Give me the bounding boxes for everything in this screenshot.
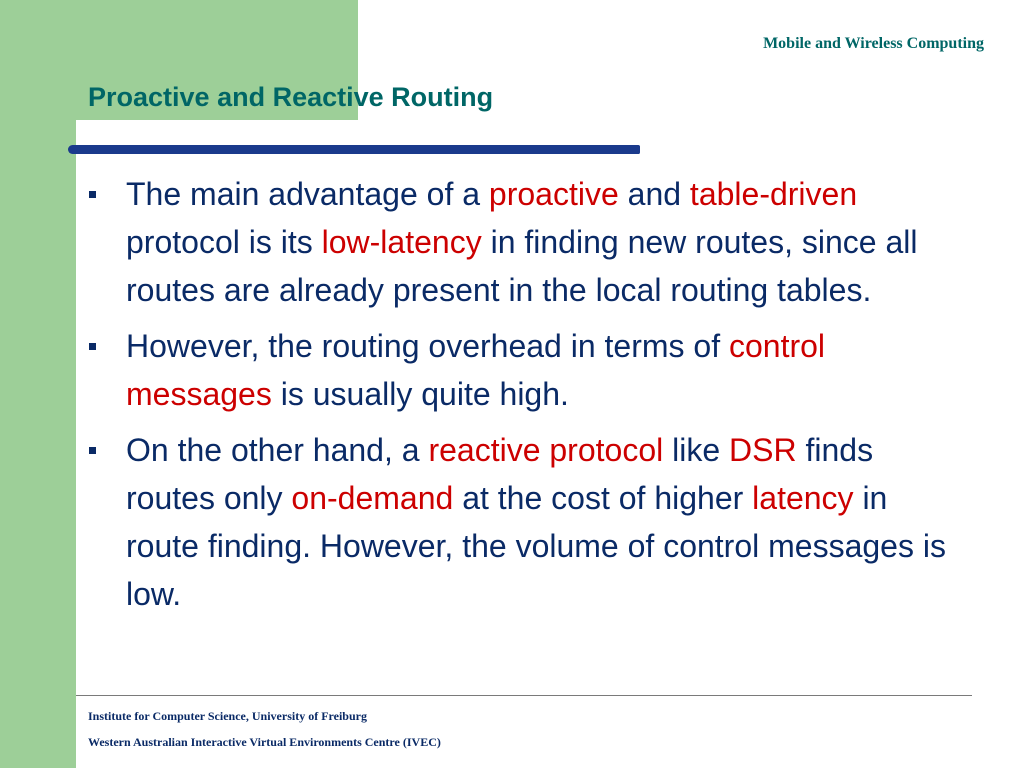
text-segment: in route finding. However, the volume of control messages is low. xyxy=(126,480,946,612)
square-bullet-icon xyxy=(89,191,96,198)
slide-title: Proactive and Reactive Routing xyxy=(88,82,494,112)
square-bullet-icon xyxy=(89,343,96,350)
highlighted-term: reactive protocol xyxy=(428,432,664,468)
highlighted-term: table-driven xyxy=(689,176,858,212)
bullet-list xyxy=(88,170,968,626)
highlighted-term: on-demand xyxy=(291,480,454,516)
footer-institute: Institute for Computer Science, University of Freiburg xyxy=(88,709,367,723)
highlighted-term: proactive xyxy=(488,176,619,212)
text-segment: However, the routing overhead in terms of xyxy=(126,328,729,364)
text-segment: at the cost of higher xyxy=(453,480,753,516)
text-segment: like xyxy=(663,432,730,468)
course-header: Mobile and Wireless Computing xyxy=(763,35,984,52)
title-underline-bar xyxy=(68,145,640,154)
footer-centre: Western Australian Interactive Virtual Environments Centre (IVEC) xyxy=(88,735,441,749)
text-segment: The main advantage of a xyxy=(126,176,489,212)
footer-divider xyxy=(76,695,972,696)
text-segment: finds routes only xyxy=(126,432,874,516)
highlighted-term: low-latency xyxy=(321,224,482,260)
bullet-item xyxy=(88,426,968,618)
text-segment: protocol is its xyxy=(126,224,322,260)
highlighted-term: latency xyxy=(752,480,854,516)
bullet-item xyxy=(88,170,968,314)
bullet-item xyxy=(88,322,968,418)
highlighted-term: control messages xyxy=(126,328,826,412)
text-segment: On the other hand, a xyxy=(126,432,429,468)
highlighted-term: DSR xyxy=(729,432,797,468)
text-segment: in finding new routes, since all routes are already present in the local routing tables. xyxy=(126,224,918,308)
bullet-text xyxy=(126,176,917,308)
bullet-text xyxy=(126,328,825,412)
decorative-green-sidebar xyxy=(0,0,76,768)
text-segment: and xyxy=(618,176,690,212)
text-segment: is usually quite high. xyxy=(271,376,569,412)
square-bullet-icon xyxy=(89,447,96,454)
bullet-text xyxy=(126,432,946,612)
